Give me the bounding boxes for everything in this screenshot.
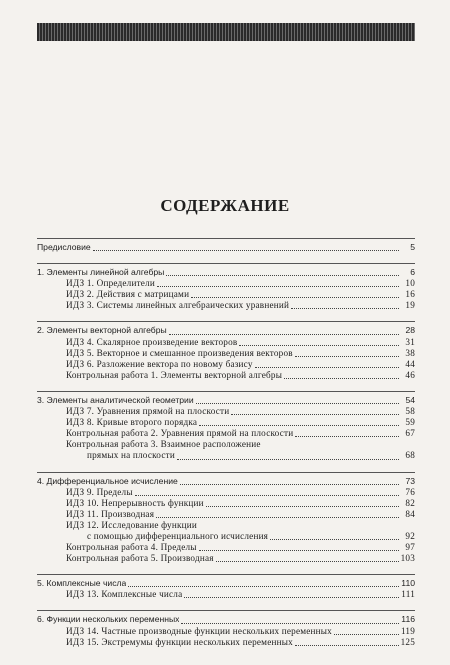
toc-entry bbox=[37, 531, 415, 542]
leader-dots bbox=[216, 561, 399, 562]
toc-entry-page: 111 bbox=[401, 589, 415, 600]
toc-entry-page: 76 bbox=[405, 486, 415, 497]
toc-entry-page: 28 bbox=[405, 325, 415, 336]
leader-dots bbox=[184, 597, 399, 598]
page-title: СОДЕРЖАНИЕ bbox=[160, 196, 290, 215]
toc-entry-page: 59 bbox=[405, 417, 415, 428]
toc-entry bbox=[37, 337, 415, 348]
toc-entry-page: 97 bbox=[405, 542, 415, 553]
toc-entry-page: 58 bbox=[405, 406, 415, 417]
toc-entry-text: ИДЗ 14. Частные производные функции нескольких переменных bbox=[66, 625, 332, 636]
leader-dots bbox=[93, 250, 399, 251]
toc-entry-page: 10 bbox=[405, 278, 415, 289]
toc-entry bbox=[37, 553, 415, 564]
toc-section-heading bbox=[37, 578, 415, 589]
toc-entry bbox=[37, 417, 415, 428]
toc-entry-text: Контрольная работа 5. Производная bbox=[66, 553, 214, 564]
toc-entry-text: Контрольная работа 1. Элементы векторной алгебры bbox=[66, 369, 283, 380]
toc-entry bbox=[37, 359, 415, 370]
toc-entry-line1: Контрольная работа 3. Взаимное расположение bbox=[66, 439, 261, 450]
toc-entry-page: 19 bbox=[405, 300, 415, 311]
toc-entry-page: 92 bbox=[405, 530, 415, 541]
leader-dots bbox=[169, 334, 399, 335]
toc-entry bbox=[37, 406, 415, 417]
leader-dots bbox=[180, 484, 399, 485]
toc-entry-text: ИДЗ 5. Векторное и смешанное произведения векторов bbox=[66, 347, 293, 358]
toc-entry bbox=[37, 242, 415, 253]
toc-entry bbox=[37, 637, 415, 648]
toc-entry-text: Предисловие bbox=[37, 242, 91, 252]
toc-entry-text: ИДЗ 11. Производная bbox=[66, 508, 155, 519]
toc-section-4 bbox=[37, 472, 415, 565]
toc-entry-page: 31 bbox=[405, 336, 415, 347]
toc-entry-text: с помощью дифференциального исчисления bbox=[87, 530, 269, 541]
toc-entry-text: 6. Функции нескольких переменных bbox=[37, 614, 180, 625]
leader-dots bbox=[166, 275, 399, 276]
toc-entry-text: ИДЗ 8. Кривые второго порядка bbox=[66, 417, 198, 428]
toc-entry-page: 116 bbox=[401, 614, 415, 625]
toc-entry-page: 73 bbox=[405, 475, 415, 486]
leader-dots bbox=[291, 308, 399, 309]
leader-dots bbox=[295, 645, 399, 646]
toc-entry-text: 5. Комплексные числа bbox=[37, 578, 127, 589]
toc-entry bbox=[37, 498, 415, 509]
toc-entry-page: 16 bbox=[405, 289, 415, 300]
toc-entry-page: 67 bbox=[405, 428, 415, 439]
toc-section-6 bbox=[37, 610, 415, 647]
toc-section-2 bbox=[37, 321, 415, 380]
toc-entry bbox=[37, 278, 415, 289]
toc-entry-text: ИДЗ 3. Системы линейных алгебраических уравнений bbox=[66, 300, 290, 311]
toc-section-heading bbox=[37, 476, 415, 487]
toc-entry bbox=[37, 450, 415, 461]
toc-entry bbox=[37, 509, 415, 520]
toc-section-heading bbox=[37, 325, 415, 336]
header-rule bbox=[37, 23, 415, 41]
toc-entry bbox=[37, 542, 415, 553]
toc-section-heading bbox=[37, 614, 415, 625]
leader-dots bbox=[255, 367, 399, 368]
toc-entry-text: 1. Элементы линейной алгебры bbox=[37, 267, 165, 278]
toc-entry bbox=[37, 348, 415, 359]
leader-dots bbox=[295, 436, 399, 437]
toc-entry-text: 3. Элементы аналитической геометрии bbox=[37, 394, 194, 405]
leader-dots bbox=[334, 634, 399, 635]
leader-dots bbox=[270, 539, 399, 540]
leader-dots bbox=[156, 517, 399, 518]
leader-dots bbox=[157, 286, 399, 287]
toc-entry-text: ИДЗ 10. Непрерывность функции bbox=[66, 497, 204, 508]
toc-entry-text: ИДЗ 1. Определители bbox=[66, 278, 155, 289]
toc-entry-page: 54 bbox=[405, 394, 415, 405]
toc-section-heading bbox=[37, 267, 415, 278]
toc-entry-page: 46 bbox=[405, 369, 415, 380]
leader-dots bbox=[206, 506, 399, 507]
toc-preface bbox=[37, 238, 415, 253]
leader-dots bbox=[295, 356, 399, 357]
toc-entry-page: 82 bbox=[405, 497, 415, 508]
toc-entry bbox=[37, 300, 415, 311]
toc-entry-page: 5 bbox=[410, 242, 415, 252]
toc-entry-page: 38 bbox=[405, 347, 415, 358]
toc-entry-line1: ИДЗ 12. Исследование функции bbox=[66, 519, 197, 530]
toc-entry-text: ИДЗ 15. Экстремумы функции нескольких переменных bbox=[66, 636, 293, 647]
toc-section-heading bbox=[37, 395, 415, 406]
toc-entry-text: ИДЗ 13. Комплексные числа bbox=[66, 589, 183, 600]
toc-entry-text: Контрольная работа 4. Пределы bbox=[66, 542, 197, 553]
toc-entry bbox=[37, 370, 415, 381]
toc-entry-text: 2. Элементы векторной алгебры bbox=[37, 325, 167, 336]
toc-entry-page: 84 bbox=[405, 508, 415, 519]
toc-entry-page: 110 bbox=[401, 578, 415, 589]
toc-entry-text: ИДЗ 4. Скалярное произведение векторов bbox=[66, 336, 238, 347]
leader-dots bbox=[177, 459, 399, 460]
toc-entry-page: 125 bbox=[400, 636, 415, 647]
table-of-contents bbox=[37, 238, 415, 658]
toc-entry bbox=[37, 487, 415, 498]
leader-dots bbox=[239, 345, 399, 346]
toc-entry-text: ИДЗ 6. Разложение вектора по новому базису bbox=[66, 358, 253, 369]
toc-entry-page: 103 bbox=[400, 553, 415, 564]
toc-entry-page: 68 bbox=[405, 450, 415, 461]
toc-entry bbox=[37, 289, 415, 300]
toc-section-5 bbox=[37, 574, 415, 600]
leader-dots bbox=[191, 297, 399, 298]
toc-entry-text: 4. Дифференциальное исчисление bbox=[37, 475, 178, 486]
toc-section-1 bbox=[37, 263, 415, 311]
leader-dots bbox=[128, 586, 399, 587]
toc-entry-text: ИДЗ 2. Действия с матрицами bbox=[66, 289, 190, 300]
leader-dots bbox=[231, 414, 399, 415]
toc-entry bbox=[37, 428, 415, 439]
leader-dots bbox=[199, 550, 399, 551]
toc-entry-text: ИДЗ 7. Уравнения прямой на плоскости bbox=[66, 406, 230, 417]
leader-dots bbox=[181, 623, 399, 624]
leader-dots bbox=[199, 425, 399, 426]
toc-entry bbox=[37, 626, 415, 637]
toc-entry bbox=[37, 589, 415, 600]
toc-entry-page: 119 bbox=[400, 625, 415, 636]
toc-entry-page: 44 bbox=[405, 358, 415, 369]
toc-entry-text: Контрольная работа 2. Уравнения прямой на плоскости bbox=[66, 428, 294, 439]
leader-dots bbox=[196, 403, 399, 404]
toc-entry-text: прямых на плоскости bbox=[87, 450, 175, 461]
toc-section-3 bbox=[37, 391, 415, 462]
toc-entry-page: 6 bbox=[410, 267, 415, 278]
leader-dots bbox=[284, 378, 399, 379]
leader-dots bbox=[135, 495, 399, 496]
toc-entry-text: ИДЗ 9. Пределы bbox=[66, 486, 133, 497]
